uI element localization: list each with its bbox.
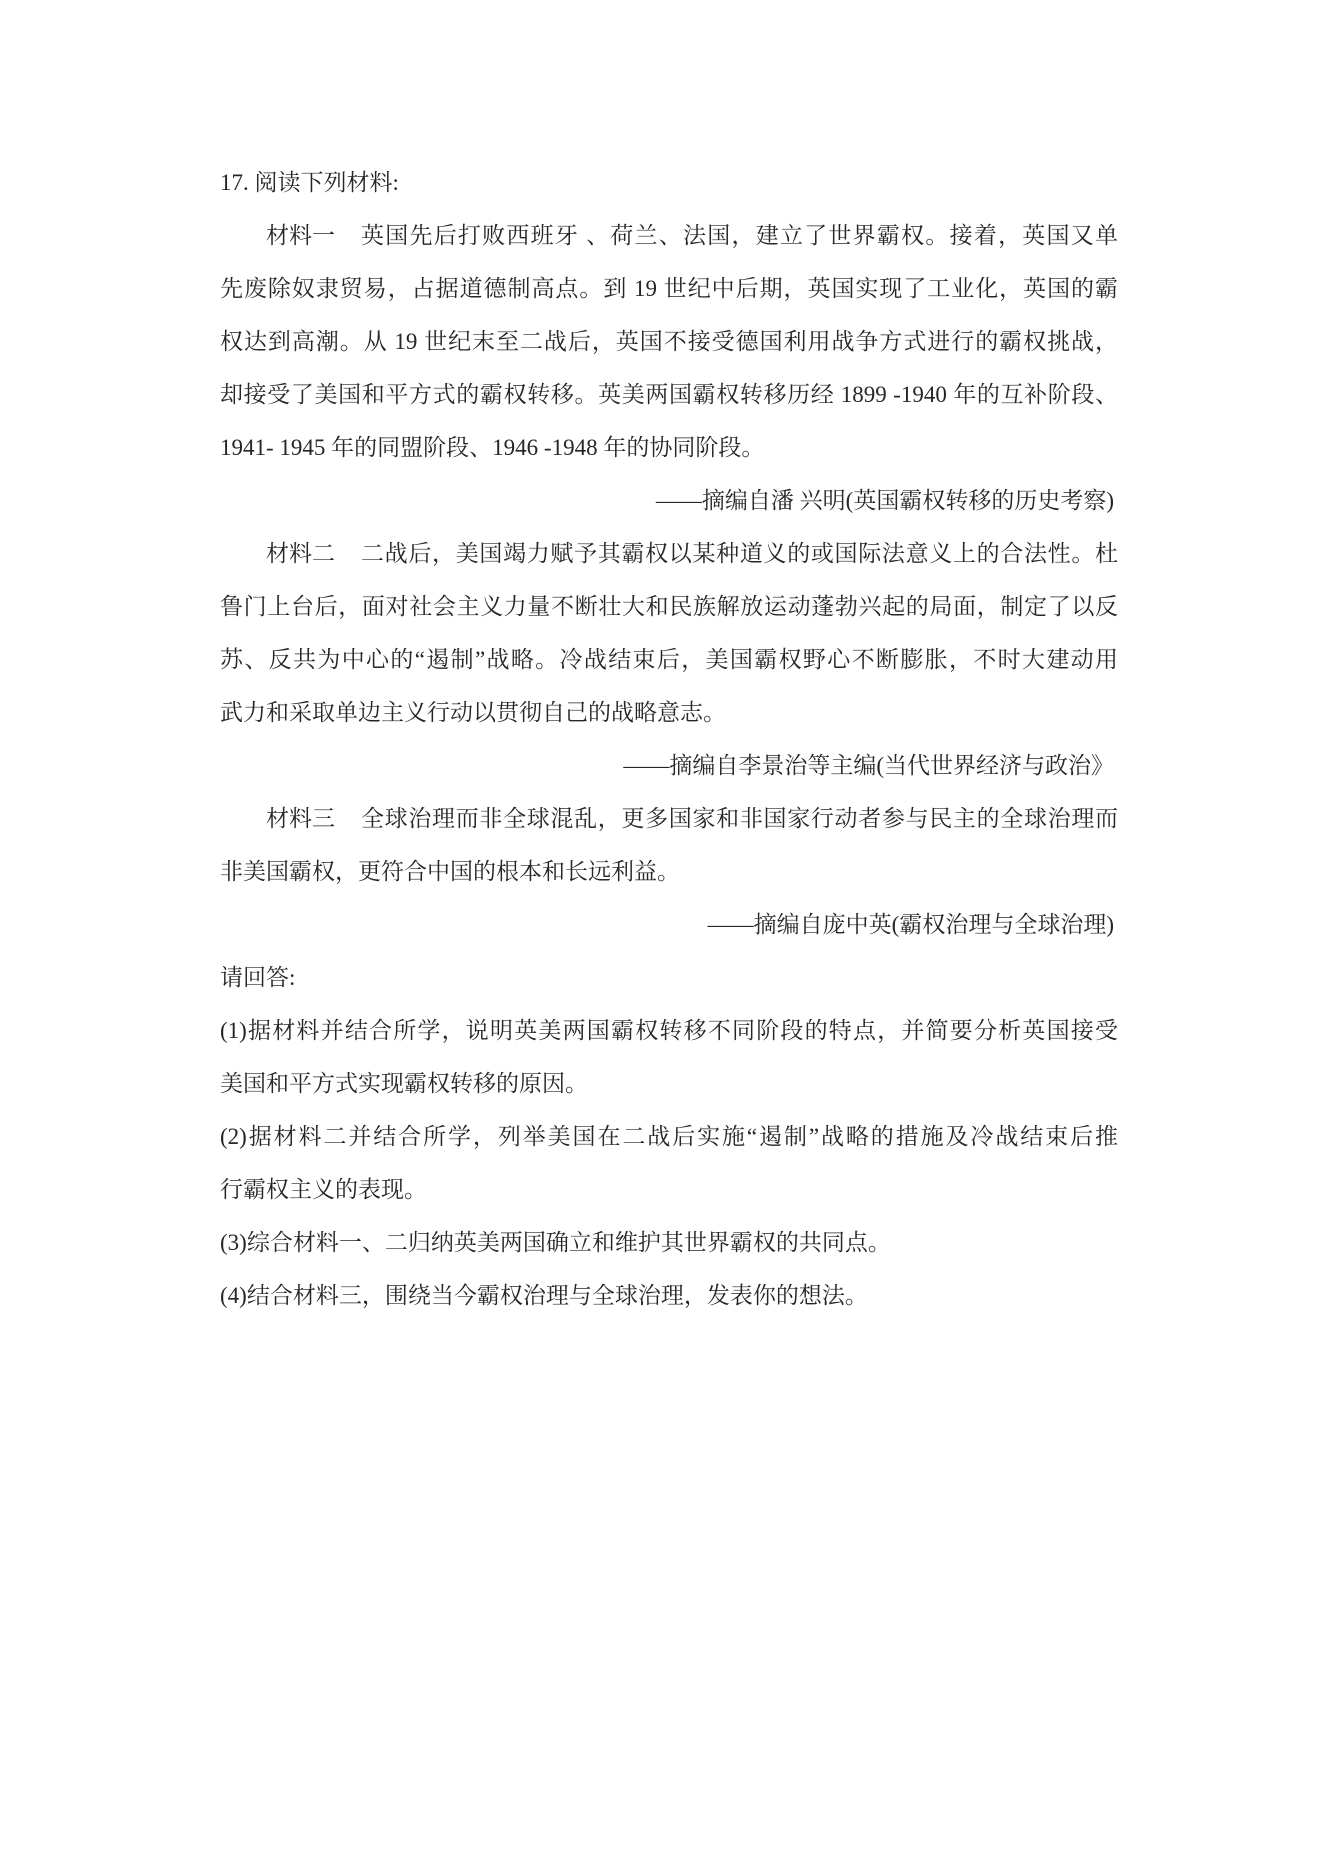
sub-question-line: 美国和平方式实现霸权转移的原因。 — [220, 1071, 588, 1096]
material-text-line: 英国先后打败西班牙 、荷兰、法国，建立了世界霸权。接着，英国又单 — [361, 223, 1118, 248]
material-source: ——摘编自李景治等主编(当代世界经济与政治》 — [623, 753, 1114, 778]
material-text-line: 1941- 1945 年的同盟阶段、1946 -1948 年的协同阶段。 — [220, 435, 765, 460]
sub-question-line: (4)结合材料三，围绕当今霸权治理与全球治理，发表你的想法。 — [220, 1283, 868, 1308]
material-3 — [220, 792, 1118, 951]
sub-question-4 — [220, 1269, 1118, 1322]
answer-prompt: 请回答: — [220, 965, 296, 990]
sub-question-line: (2)据材料二并结合所学，列举美国在二战后实施“遏制”战略的措施及冷战结束后推 — [220, 1124, 1118, 1149]
material-source: ——摘编自潘 兴明(英国霸权转移的历史考察) — [655, 488, 1114, 513]
material-label: 材料二 — [266, 541, 335, 566]
material-label: 材料一 — [266, 223, 335, 248]
material-2 — [220, 527, 1118, 792]
material-first-line — [220, 527, 1118, 580]
material-text-line: 权达到高潮。从 19 世纪末至二战后，英国不接受德国利用战争方式进行的霸权挑战， — [220, 329, 1118, 354]
material-text-line: 却接受了美国和平方式的霸权转移。英美两国霸权转移历经 1899 -1940 年的互补阶段、 — [220, 382, 1118, 407]
sub-question-2 — [220, 1110, 1118, 1216]
sub-question-line: (3)综合材料一、二归纳英美两国确立和维护其世界霸权的共同点。 — [220, 1230, 891, 1255]
material-1 — [220, 209, 1118, 527]
sub-question-1 — [220, 1004, 1118, 1110]
material-text-line: 鲁门上台后，面对社会主义力量不断壮大和民族解放运动蓬勃兴起的局面，制定了以反 — [220, 594, 1118, 619]
material-text-line: 苏、反共为中心的“遏制”战略。冷战结束后，美国霸权野心不断膨胀，不时大建动用 — [220, 647, 1118, 672]
material-text-line: 武力和采取单边主义行动以贯彻自己的战略意志。 — [220, 700, 726, 725]
sub-question-line: 行霸权主义的表现。 — [220, 1177, 427, 1202]
material-first-line — [220, 792, 1118, 845]
sub-question-3 — [220, 1216, 1118, 1269]
material-text-line: 先废除奴隶贸易，占据道德制高点。到 19 世纪中后期，英国实现了工业化，英国的霸 — [220, 276, 1118, 301]
material-label: 材料三 — [266, 806, 335, 831]
material-text-line: 非美国霸权，更符合中国的根本和长远利益。 — [220, 859, 680, 884]
material-text-line: 二战后，美国竭力赋予其霸权以某种道义的或国际法意义上的合法性。杜 — [361, 541, 1118, 566]
question-title: 17. 阅读下列材料: — [220, 170, 399, 195]
material-source: ——摘编自庞中英(霸权治理与全球治理) — [707, 912, 1114, 937]
material-text-line: 全球治理而非全球混乱，更多国家和非国家行动者参与民主的全球治理而 — [361, 806, 1118, 831]
question-17 — [220, 156, 1118, 1322]
material-first-line — [220, 209, 1118, 262]
sub-question-line: (1)据材料并结合所学，说明英美两国霸权转移不同阶段的特点，并简要分析英国接受 — [220, 1018, 1118, 1043]
